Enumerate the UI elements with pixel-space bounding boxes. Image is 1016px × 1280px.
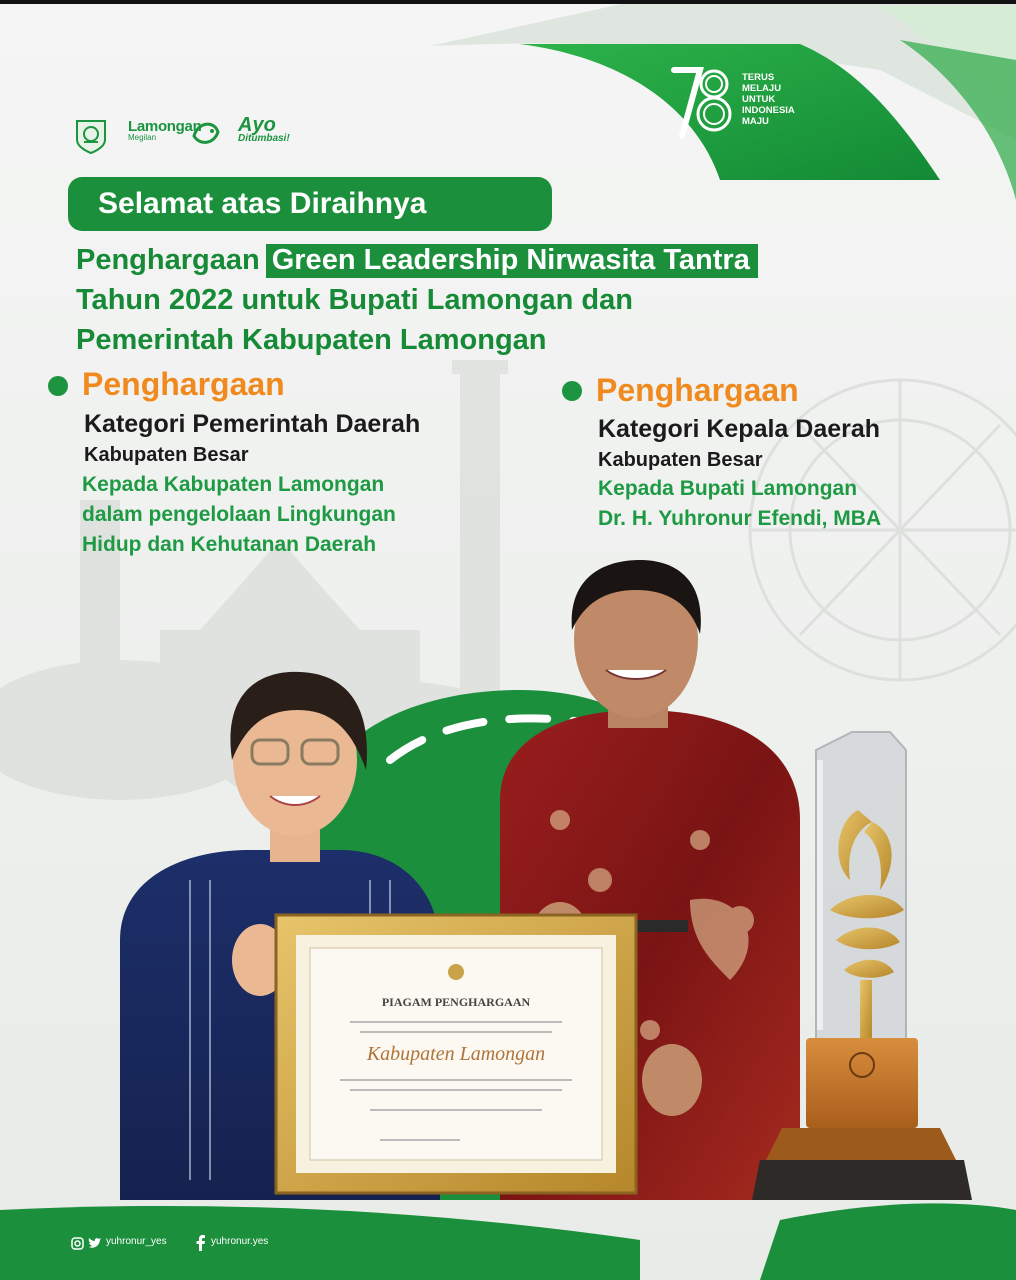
award-photo — [0, 560, 1016, 1220]
certificate-title: PIAGAM PENGHARGAAN — [381, 995, 531, 1009]
fish-icon — [190, 118, 222, 148]
facebook-icon — [196, 1235, 206, 1251]
bullet-dot-icon — [562, 381, 582, 401]
description-line: Hidup dan Kehutanan Daerah — [82, 533, 377, 556]
award-heading: Penghargaan — [596, 372, 799, 408]
headline-line-3: Pemerintah Kabupaten Lamongan — [76, 324, 547, 356]
description-line: Kepada Kabupaten Lamongan — [82, 473, 385, 496]
lamongan-logo-subtitle: Megilan — [128, 133, 157, 142]
footer-swoosh — [0, 1180, 1016, 1280]
ayo-logo-title: Ayo — [238, 114, 276, 136]
award-category: Kategori Kepala Daerah — [598, 415, 881, 443]
ayo-ditumbasi-logo — [238, 114, 290, 144]
instagram-twitter-handle: yuhronur_yes — [106, 1236, 167, 1247]
award-heading: Penghargaan — [82, 366, 285, 402]
headline-highlight: Green Leadership Nirwasita Tantra — [266, 244, 758, 278]
tagline-line: MELAJU — [742, 83, 782, 94]
anniversary-78-logo — [670, 62, 736, 142]
headline-line-2: Tahun 2022 untuk Bupati Lamongan dan — [76, 284, 633, 316]
twitter-icon — [88, 1237, 102, 1250]
lamongan-logo-title: Lamongan — [128, 118, 202, 135]
award-headline — [76, 240, 876, 360]
tagline-line: INDONESIA — [742, 105, 795, 116]
tagline-line: TERUS — [742, 72, 775, 83]
tagline-line: UNTUK — [742, 94, 776, 105]
regency-seal-icon — [74, 118, 108, 154]
description-line: dalam pengelolaan Lingkungan — [82, 503, 396, 526]
headline-line-1 — [76, 240, 876, 280]
certificate-recipient: Kabupaten Lamongan — [366, 1043, 546, 1065]
bullet-dot-icon — [48, 376, 68, 396]
headline-prefix: Penghargaan — [76, 244, 260, 276]
award-description — [598, 474, 881, 534]
award-subcategory: Kabupaten Besar — [598, 449, 763, 471]
description-line: Dr. H. Yuhronur Efendi, MBA — [598, 507, 882, 530]
anniversary-tagline — [742, 72, 795, 127]
congratulations-pill: Selamat atas Diraihnya — [68, 177, 552, 231]
ayo-logo-subtitle: Ditumbasi! — [238, 133, 290, 144]
instagram-icon — [71, 1237, 84, 1250]
certificate — [276, 915, 636, 1193]
facebook-handle: yuhronur.yes — [211, 1236, 269, 1247]
tagline-line: MAJU — [742, 116, 769, 127]
description-line: Kepada Bupati Lamongan — [598, 477, 858, 500]
award-subcategory: Kabupaten Besar — [84, 444, 249, 466]
award-category: Kategori Pemerintah Daerah — [84, 410, 421, 438]
award-description — [82, 470, 396, 560]
